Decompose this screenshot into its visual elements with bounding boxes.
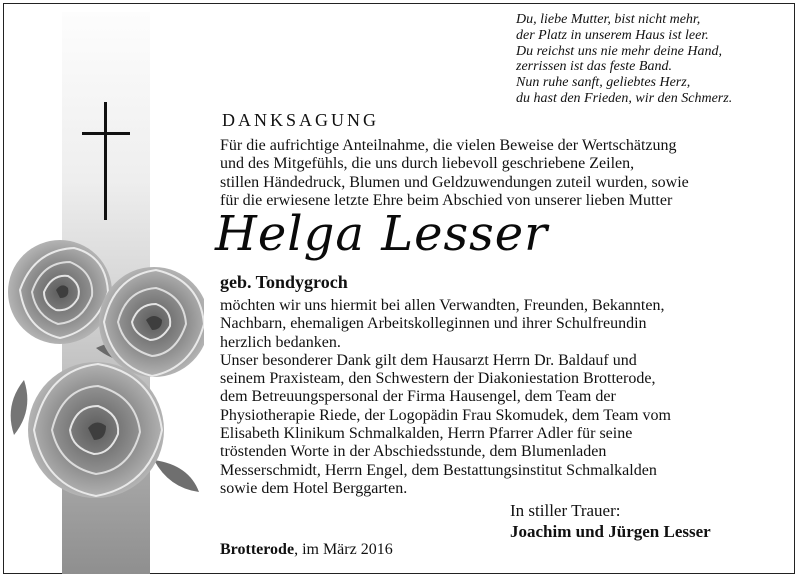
text-line: Physiotherapie Riede, der Logopädin Frau Skomudek, dem Team vom <box>220 406 671 424</box>
notice-heading: DANKSAGUNG <box>222 110 380 130</box>
poem-line: der Platz in unserem Haus ist leer. <box>516 27 709 43</box>
poem-line: du hast den Frieden, wir den Schmerz. <box>516 90 733 106</box>
mourning-label: In stiller Trauer: <box>510 501 621 520</box>
text-line: stillen Händedruck, Blumen und Geldzuwendungen zuteil wurden, sowie <box>220 173 689 191</box>
text-line: Für die aufrichtige Anteilnahme, die vielen Beweise der Wertschätzung <box>220 137 677 154</box>
poem-line: zerrissen ist das feste Band. <box>516 59 672 75</box>
poem-line: Du, liebe Mutter, bist nicht mehr, <box>516 12 701 27</box>
text-line: Unser besonderer Dank gilt dem Hausarzt Herrn Dr. Baldauf und <box>220 351 637 369</box>
roses-illustration <box>4 230 204 510</box>
signers: Joachim und Jürgen Lesser <box>510 522 711 541</box>
place-date <box>220 541 393 559</box>
text-line: Elisabeth Klinikum Schmalkalden, Herrn Pfarrer Adler für seine <box>220 425 633 443</box>
text-line: Nachbarn, ehemaligen Arbeitskolleginnen und ihrer Schulfreundin <box>220 315 647 333</box>
place: Brotterode <box>220 541 295 558</box>
text-line: Messerschmidt, Herrn Engel, dem Bestattungsinstitut Schmalkalden <box>220 461 657 479</box>
text-line: und des Mitgefühls, die uns durch liebevoll geschriebene Zeilen, <box>220 155 635 173</box>
text-line: sowie dem Hotel Berggarten. <box>220 479 408 497</box>
poem-line: Du reichst uns nie mehr deine Hand, <box>516 43 722 59</box>
memorial-poem <box>516 12 786 107</box>
mourning-block <box>510 500 711 542</box>
text-line: dem Betreuungspersonal der Firma Hausengel, dem Team der <box>220 388 616 406</box>
text-line: möchten wir uns hiermit bei allen Verwandten, Freunden, Bekannten, <box>220 297 665 314</box>
poem-line: Nun ruhe sanft, geliebtes Herz, <box>516 75 691 91</box>
text-line: seinem Praxisteam, den Schwestern der Diakoniestation Brotterode, <box>220 370 656 388</box>
date: , im März 2016 <box>294 541 393 558</box>
intro-paragraph <box>220 137 785 210</box>
thanks-paragraph <box>220 297 785 498</box>
text-line: tröstenden Worte in der Abschiedsstunde, dem Blumenladen <box>220 443 607 461</box>
text-line: für die erwiesene letzte Ehre beim Abschied von unserer lieben Mutter <box>220 191 673 209</box>
text-line: herzlich bedanken. <box>220 333 341 351</box>
maiden-name: geb. Tondygroch <box>220 272 348 292</box>
cross-icon <box>82 102 132 220</box>
deceased-name: Helga Lesser <box>215 206 549 262</box>
